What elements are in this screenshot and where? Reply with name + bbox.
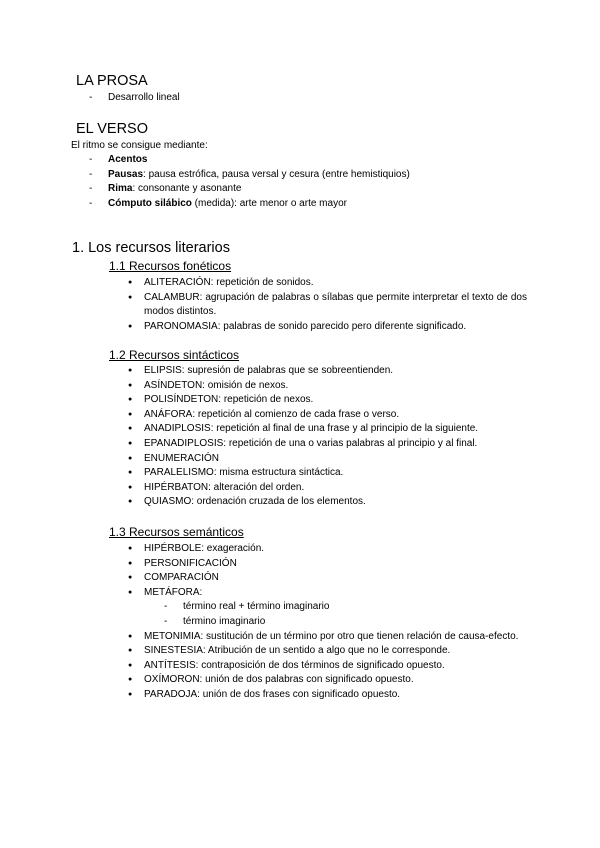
sub-list-item: - término imaginario xyxy=(164,615,527,630)
list-item: - Cómputo silábico (medida): arte menor o arte mayor xyxy=(89,197,410,212)
list-item: ● ANTÍTESIS: contraposición de dos términos de significado opuesto. xyxy=(128,659,527,674)
term: Cómputo silábico xyxy=(108,197,192,209)
semanticos-list xyxy=(128,542,527,703)
list-item xyxy=(89,153,410,168)
heading-foneticos: 1.1 Recursos fonéticos xyxy=(109,259,232,273)
sintacticos-list xyxy=(128,364,527,510)
heading-sintacticos: 1.2 Recursos sintácticos xyxy=(109,348,240,362)
term: Acentos xyxy=(108,154,148,165)
list-item: - Pausas: pausa estrófica, pausa versal y cesura (entre hemistiquios) xyxy=(89,168,410,183)
term: Pausas xyxy=(108,168,144,180)
heading-prosa: LA PROSA xyxy=(76,73,148,89)
list-item: ● PARONOMASIA: palabras de sonido parecido pero diferente significado. xyxy=(128,320,527,335)
list-item: ● ENUMERACIÓN xyxy=(128,452,527,467)
list-item: ● ASÍNDETON: omisión de nexos. xyxy=(128,379,527,394)
list-item: ● PARADOJA: unión de dos frases con significado opuesto. xyxy=(128,688,527,703)
list-item: ● EPANADIPLOSIS: repetición de una o varias palabras al principio y al final. xyxy=(128,437,527,452)
list-item: ● CALAMBUR: agrupación de palabras o sílabas que permite interpretar el texto de dos modos distintos. xyxy=(128,291,527,320)
sub-list-item: - término real + término imaginario xyxy=(164,600,527,615)
list-item: ● COMPARACIÓN xyxy=(128,571,527,586)
list-item: ● ANADIPLOSIS: repetición al final de una frase y al principio de la siguiente. xyxy=(128,422,527,437)
list-item: ● POLISÍNDETON: repetición de nexos. xyxy=(128,393,527,408)
list-item: ● PERSONIFICACIÓN xyxy=(128,557,527,572)
list-item: ● ELIPSIS: supresión de palabras que se sobreentienden. xyxy=(128,364,527,379)
metafora-sublist xyxy=(144,600,527,629)
prosa-list xyxy=(89,91,180,106)
list-item: ● HIPÉRBATON: alteración del orden. xyxy=(128,481,527,496)
list-item: - Desarrollo lineal xyxy=(89,91,180,106)
list-item: ● OXÍMORON: unión de dos palabras con significado opuesto. xyxy=(128,673,527,688)
heading-semanticos: 1.3 Recursos semánticos xyxy=(109,525,244,539)
list-item: ● HIPÉRBOLE: exageración. xyxy=(128,542,527,557)
foneticos-list xyxy=(128,276,527,334)
list-item: ● METONIMIA: sustitución de un término por otro que tienen relación de causa-efecto. xyxy=(128,630,527,645)
verso-list xyxy=(89,153,410,211)
list-item: ● SINESTESIA: Atribución de un sentido a algo que no le corresponde. xyxy=(128,644,527,659)
list-item: ● ANÁFORA: repetición al comienzo de cada frase o verso. xyxy=(128,408,527,423)
term: Rima xyxy=(108,183,133,195)
heading-verso: EL VERSO xyxy=(76,121,148,137)
list-item: ● ALITERACIÓN: repetición de sonidos. xyxy=(128,276,527,291)
list-item: - Rima: consonante y asonante xyxy=(89,182,410,197)
list-item: ● PARALELISMO: misma estructura sintáctica. xyxy=(128,466,527,481)
list-item-metafora: ● METÁFORA: - término real + término imaginario - término imaginario xyxy=(128,586,527,630)
verso-intro: El ritmo se consigue mediante: xyxy=(71,140,208,151)
list-item: ● QUIASMO: ordenación cruzada de los elementos. xyxy=(128,495,527,510)
heading-recursos: 1. Los recursos literarios xyxy=(72,240,230,256)
